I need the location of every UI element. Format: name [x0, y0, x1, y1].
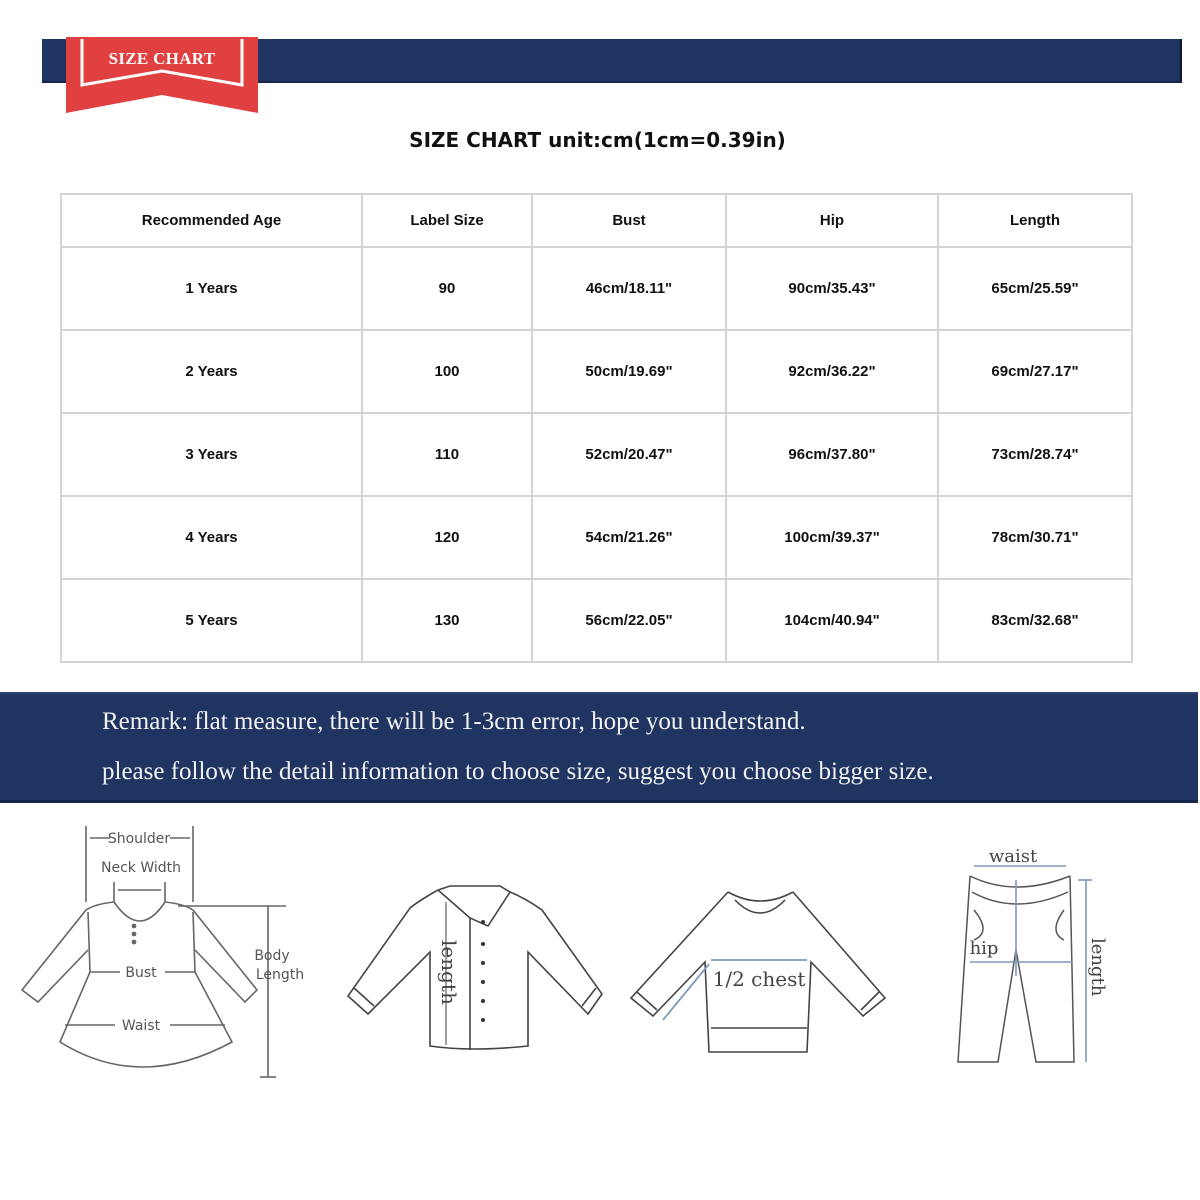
dress-icon — [10, 822, 320, 1092]
header-label-size: Label Size — [362, 194, 532, 247]
table-row — [61, 496, 1132, 579]
sweater-icon — [625, 880, 895, 1060]
table-header-row — [61, 194, 1132, 247]
cell-age: 3 Years — [61, 413, 362, 496]
dress-neck-width-label: Neck Width — [100, 860, 182, 876]
cell-hip: 90cm/35.43" — [726, 247, 938, 330]
pants-waist-label: waist — [988, 846, 1038, 867]
cell-hip: 96cm/37.80" — [726, 413, 938, 496]
dress-length-label: Length — [255, 967, 305, 983]
page-title: SIZE CHART unit:cm(1cm=0.39in) — [409, 128, 786, 152]
shirt-icon — [340, 880, 610, 1060]
size-chart-ribbon — [66, 37, 258, 113]
table-row — [61, 247, 1132, 330]
cell-label-size: 120 — [362, 496, 532, 579]
cell-label-size: 110 — [362, 413, 532, 496]
cell-age: 4 Years — [61, 496, 362, 579]
cell-bust: 50cm/19.69" — [532, 330, 726, 413]
pants-hip-label: hip — [969, 938, 999, 959]
header-hip: Hip — [726, 194, 938, 247]
cell-length: 65cm/25.59" — [938, 247, 1132, 330]
header-length: Length — [938, 194, 1132, 247]
cell-age: 5 Years — [61, 579, 362, 662]
cell-label-size: 130 — [362, 579, 532, 662]
cell-hip: 92cm/36.22" — [726, 330, 938, 413]
pants-icon — [940, 840, 1120, 1080]
cell-length: 78cm/30.71" — [938, 496, 1132, 579]
pants-measure-diagram — [940, 840, 1120, 1080]
sweater-chest-label: 1/2 chest — [712, 967, 806, 991]
cell-age: 1 Years — [61, 247, 362, 330]
dress-waist-label: Waist — [121, 1018, 161, 1034]
remark-line-2: please follow the detail information to choose size, suggest you choose bigger size. — [102, 758, 934, 785]
sweater-measure-diagram — [625, 880, 895, 1060]
cell-length: 83cm/32.68" — [938, 579, 1132, 662]
table-row — [61, 330, 1132, 413]
dress-shoulder-label: Shoulder — [107, 831, 171, 847]
cell-age: 2 Years — [61, 330, 362, 413]
header-bust: Bust — [532, 194, 726, 247]
remark-banner — [0, 692, 1198, 803]
cell-bust: 56cm/22.05" — [532, 579, 726, 662]
cell-label-size: 100 — [362, 330, 532, 413]
cell-hip: 100cm/39.37" — [726, 496, 938, 579]
cell-length: 73cm/28.74" — [938, 413, 1132, 496]
cell-length: 69cm/27.17" — [938, 330, 1132, 413]
table-row — [61, 579, 1132, 662]
shirt-length-label: length — [437, 940, 461, 1005]
dress-bust-label: Bust — [125, 965, 157, 981]
size-table — [60, 193, 1133, 663]
remark-line-1: Remark: flat measure, there will be 1-3cm error, hope you understand. — [102, 708, 806, 735]
cell-bust: 52cm/20.47" — [532, 413, 726, 496]
ribbon-label: SIZE CHART — [108, 49, 216, 68]
cell-hip: 104cm/40.94" — [726, 579, 938, 662]
cell-bust: 46cm/18.11" — [532, 247, 726, 330]
cell-label-size: 90 — [362, 247, 532, 330]
dress-body-label: Body — [254, 948, 290, 964]
header-recommended-age: Recommended Age — [61, 194, 362, 247]
cell-bust: 54cm/21.26" — [532, 496, 726, 579]
dress-measure-diagram — [10, 822, 320, 1092]
shirt-measure-diagram — [340, 880, 610, 1060]
pants-length-label: length — [1087, 938, 1108, 997]
table-row — [61, 413, 1132, 496]
